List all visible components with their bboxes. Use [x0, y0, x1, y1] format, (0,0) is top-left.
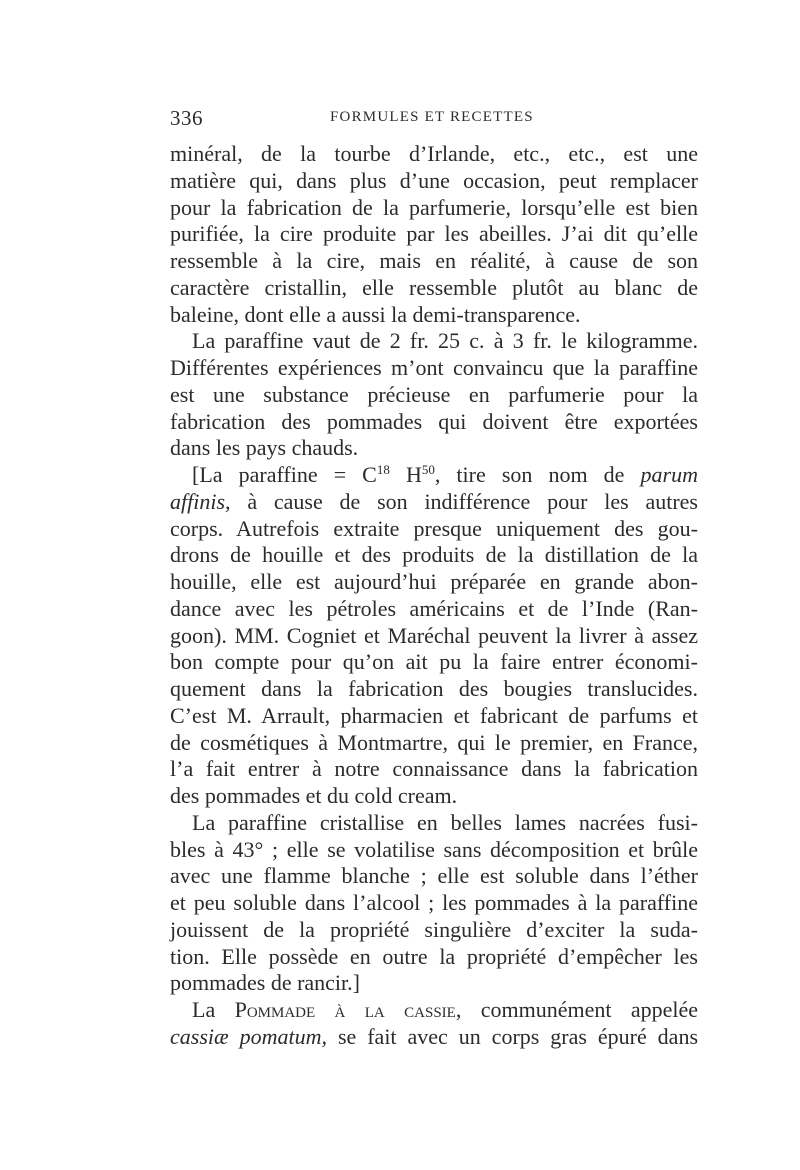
text-segment: , communément appelée: [455, 997, 699, 1022]
text-line: [170, 489, 698, 516]
text-segment: La: [192, 997, 235, 1022]
text-segment: H: [389, 462, 422, 487]
text-line: ressemble à la cire, mais en réalité, à cause de son: [170, 248, 698, 273]
text-line: jouissent de la propriété singulière d’exciter la suda-: [170, 916, 698, 942]
text-line: des pommades et du cold cream.: [170, 783, 458, 808]
text-line: bles à 43° ; elle se volatilise sans décomposition et brûle: [170, 836, 698, 862]
text-line: goon). MM. Cogniet et Maréchal peuvent la livrer à assez: [170, 622, 698, 648]
text-line: pour la fabrication de la parfumerie, lorsqu’elle est bien: [170, 194, 698, 220]
superscript: 50: [421, 462, 435, 477]
text-line: avec une flamme blanche ; elle est soluble dans l’éther: [170, 863, 698, 889]
text-line: [170, 997, 698, 1024]
page-number: 336: [170, 106, 203, 130]
text-segment: se fait avec un corps gras épuré dans: [327, 1023, 699, 1049]
text-line: dans les pays chauds.: [170, 435, 359, 461]
text-line: minéral, de la tourbe d’Irlande, etc., etc., est une: [170, 141, 698, 166]
text-line: matière qui, dans plus d’une occasion, peut remplacer: [170, 167, 698, 193]
text-segment: , tire son nom de: [434, 462, 641, 487]
italic-text: affinis,: [170, 488, 231, 514]
text-line: purifiée, la cire produite par les abeilles. J’ai dit qu’elle: [170, 221, 698, 247]
text-segment: [La paraffine = C: [192, 462, 377, 487]
text-line: de cosmétiques à Montmartre, qui le premier, en France,: [170, 729, 698, 755]
text-line: houille, elle est aujourd’hui préparée en grande abon-: [170, 569, 698, 594]
text-line: l’a fait entrer à notre connaissance dans la fabrication: [170, 756, 698, 782]
text-line: quement dans la fabrication des bougies translucides.: [170, 676, 698, 701]
text-line: dance avec les pétroles américains et de l’Inde (Ran-: [170, 595, 698, 621]
text-line: corps. Autrefois extraite presque uniquement des gou-: [170, 515, 698, 541]
text-line: caractère cristallin, elle ressemble plutôt au blanc de: [170, 274, 698, 300]
text-line: est une substance précieuse en parfumerie pour la: [170, 381, 698, 407]
italic-text: cassiæ pomatum,: [170, 1023, 328, 1049]
text-line: bon compte pour qu’on ait pu la faire entrer économi-: [170, 649, 698, 675]
text-line: fabrication des pommades qui doivent être exportées: [170, 408, 698, 434]
text-segment: à cause de son indifférence pour les autres: [230, 488, 698, 514]
body-text: [170, 141, 698, 1051]
running-head: FORMULES ET RECETTES: [330, 109, 534, 125]
text-line: C’est M. Arrault, pharmacien et fabricant de parfums et: [170, 702, 698, 728]
text-line: La paraffine cristallise en belles lames nacrées fusi-: [192, 809, 698, 835]
text-line: baleine, dont elle a aussi la demi-transparence.: [170, 301, 581, 327]
text-line: [170, 1024, 698, 1051]
small-caps-text: Pommade à la cassie: [234, 997, 456, 1022]
text-line: tion. Elle possède en outre la propriété d’empêcher les: [170, 943, 698, 969]
page-header: [170, 106, 698, 132]
text-line: Différentes expériences m’ont convaincu que la paraffine: [170, 355, 698, 380]
text-line: La paraffine vaut de 2 fr. 25 c. à 3 fr. le kilogramme.: [192, 328, 698, 354]
text-line: pommades de rancir.]: [170, 970, 360, 996]
text-line: drons de houille et des produits de la distillation de la: [170, 542, 698, 568]
superscript: 18: [376, 462, 390, 477]
italic-text: parum: [640, 462, 698, 487]
text-line: et peu soluble dans l’alcool ; les pommades à la paraffine: [170, 890, 698, 915]
text-line: [170, 462, 698, 489]
